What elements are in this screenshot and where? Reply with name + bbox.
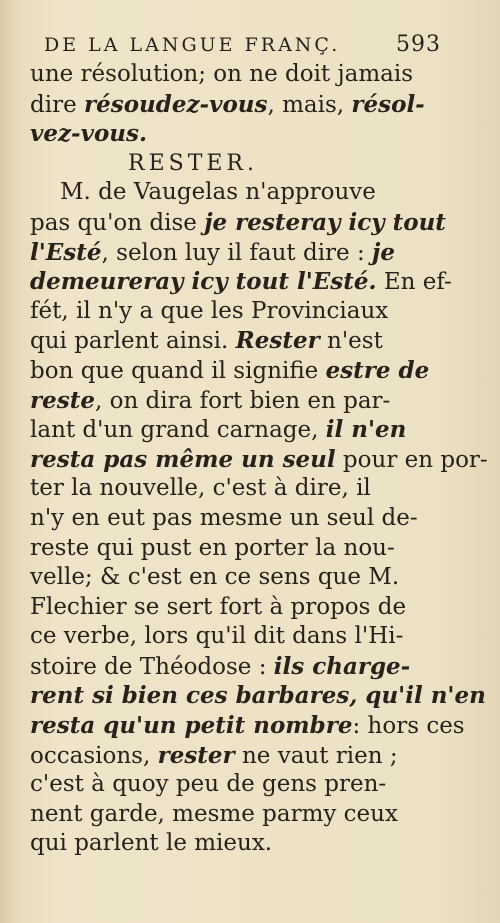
text-line	[30, 534, 450, 564]
text-line	[30, 504, 450, 534]
text-run: qui parlent le mieux.	[30, 830, 273, 857]
italic-text: ils charge-	[273, 652, 411, 680]
text-line	[30, 297, 450, 327]
italic-text: reste	[30, 386, 95, 414]
italic-text: estre de	[325, 356, 430, 384]
text-line	[30, 386, 450, 416]
running-title: DE LA LANGUE FRANÇ.	[44, 34, 341, 56]
text-run: ter la nouvelle, c'est à dire, il	[30, 475, 371, 502]
text-line	[30, 711, 465, 741]
text-line	[30, 445, 488, 475]
italic-text: vez-vous.	[30, 120, 147, 148]
text-line	[30, 119, 450, 149]
text-run: bon que quand il signifie	[30, 357, 326, 384]
text-line	[30, 149, 450, 179]
text-line	[30, 741, 450, 771]
text-line	[30, 60, 450, 90]
page-number: 593	[396, 32, 441, 57]
text-run: En ef-	[376, 269, 452, 296]
text-run: fét, il n'y a que les Provinciaux	[30, 297, 389, 324]
text-line	[30, 622, 450, 652]
text-line	[30, 681, 486, 711]
text-run: lant d'un grand carnage,	[30, 417, 326, 444]
text-run: velle; & c'est en ce sens que M.	[30, 564, 400, 591]
text-run: stoire de Théodose :	[30, 653, 274, 680]
text-run: c'est à quoy peu de gens pren-	[30, 771, 387, 798]
text-run: n'est	[319, 328, 383, 355]
text-run: une résolution; on ne doit jamais	[30, 61, 414, 87]
text-line	[30, 474, 450, 504]
italic-text: demeureray icy tout l'Esté.	[30, 268, 377, 296]
italic-text: je	[372, 238, 395, 266]
text-run: , selon luy il faut dire :	[101, 239, 373, 266]
text-run: nent garde, mesme parmy ceux	[30, 800, 398, 827]
text-line	[30, 563, 450, 593]
italic-text: Rester	[235, 327, 320, 355]
text-run: : hors ces	[352, 713, 465, 740]
text-line	[30, 770, 450, 800]
text-run: dire	[30, 91, 84, 118]
page-body	[30, 60, 488, 859]
text-run: ce verbe, lors qu'il dit dans l'Hi-	[30, 623, 404, 650]
text-line	[30, 208, 450, 238]
italic-text: rent si bien ces barbares, qu'il n'en	[30, 682, 486, 710]
text-line	[30, 178, 450, 208]
italic-text: l'Esté	[30, 238, 102, 266]
text-run: reste qui pust en porter la nou-	[30, 534, 395, 561]
text-run: , mais,	[267, 91, 352, 118]
text-line	[30, 267, 450, 297]
italic-text: il n'en	[325, 416, 407, 444]
text-line	[30, 652, 450, 682]
text-line	[30, 90, 450, 120]
italic-text: resta pas même un seul	[30, 445, 336, 473]
text-run: M. de Vaugelas n'approuve	[60, 179, 376, 206]
text-run: qui parlent ainsi.	[30, 328, 236, 355]
text-line	[30, 326, 450, 356]
text-run: pas qu'on dise	[30, 209, 205, 236]
italic-text: rester	[157, 741, 235, 769]
text-line	[30, 415, 450, 445]
text-line	[30, 829, 450, 859]
text-run: occasions,	[30, 742, 158, 769]
text-line	[30, 800, 450, 830]
italic-text: resta qu'un petit nombre	[30, 712, 353, 740]
text-line	[30, 356, 450, 386]
text-run: ne vaut rien ;	[234, 742, 398, 769]
text-line	[30, 238, 450, 268]
section-heading: RESTER.	[128, 150, 258, 176]
text-run: pour en por-	[335, 446, 488, 473]
text-run: , on dira fort bien en par-	[94, 387, 391, 414]
italic-text: résoudez-vous	[84, 90, 268, 118]
italic-text: résol-	[351, 90, 425, 118]
text-line	[30, 593, 450, 623]
text-run: Flechier se sert fort à propos de	[30, 593, 407, 620]
italic-text: je resteray icy tout	[204, 208, 446, 236]
text-run: n'y en eut pas mesme un seul de-	[30, 504, 418, 531]
